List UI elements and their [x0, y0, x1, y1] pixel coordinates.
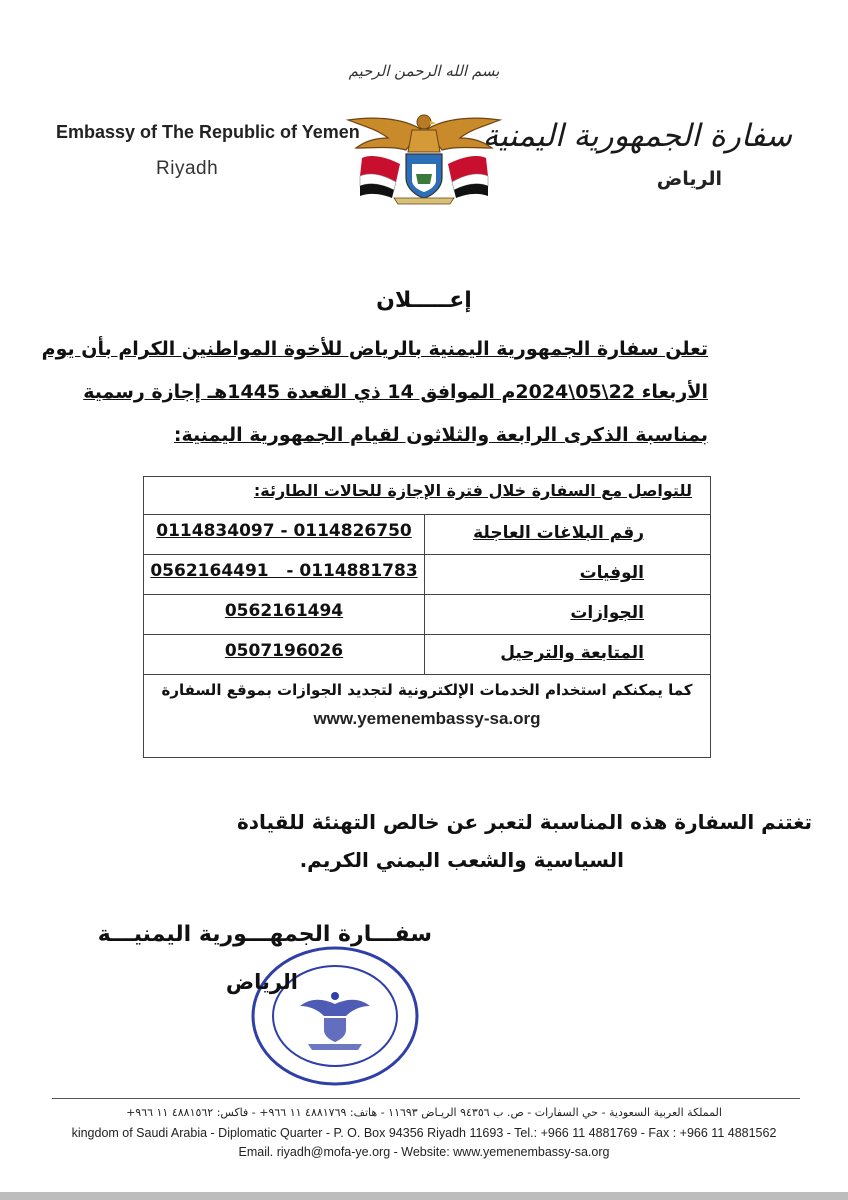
signature-embassy: سفـــارة الجمهـــورية اليمنيـــة: [97, 922, 432, 947]
city-name-ar: الرياض: [656, 168, 722, 190]
basmala: بسم الله الرحمن الرحيم: [348, 62, 500, 80]
services-note: كما يمكنكم استخدام الخدمات الإلكترونية لتجديد الجوازات بموقع السفارة: [161, 681, 693, 699]
signature-city: الرياض: [225, 970, 298, 994]
scan-edge: [0, 1192, 848, 1200]
embassy-name-en: Embassy of The Republic of Yemen: [56, 122, 360, 142]
table-heading: للتواصل مع السفارة خلال فترة الإجازة للحالات الطارئة:: [144, 477, 710, 515]
footer-divider: [52, 1098, 800, 1099]
table-row: [144, 635, 710, 675]
row-phone[interactable]: 0562164491 - 0114881783: [150, 561, 418, 581]
yemen-eagle-emblem-icon: [344, 108, 504, 206]
row-phone[interactable]: 0507196026: [224, 641, 344, 661]
footer-address-en: kingdom of Saudi Arabia - Diplomatic Quarter - P. O. Box 94356 Riyadh 11693 - Tel.: +966 11 4881769 - Fax : +966 11 4881562: [71, 1126, 777, 1140]
footer-contact[interactable]: Email. riyadh@mofa-ye.org - Website: www.yemenembassy-sa.org: [238, 1145, 610, 1159]
row-label: المتابعة والترحيل: [424, 635, 710, 674]
row-label: الوفيات: [424, 555, 710, 594]
footer-address-ar: المملكة العربية السعودية - حي السفارات - ص. ب ٩٤٣٥٦ الريـاض ١١٦٩٣ - هاتف: ٤٨٨١٧٦٩ ١١ ٩٦٦+ - فاكس: ٤٨٨١٥٦٢ ١١ ٩٦٦+: [126, 1106, 722, 1119]
announcement-title: إعـــــلان: [376, 288, 472, 313]
table-row: [144, 595, 710, 635]
embassy-stamp-icon: [248, 944, 422, 1088]
emergency-contacts-table: [143, 476, 711, 758]
city-name-en: Riyadh: [156, 158, 219, 179]
embassy-name-ar: سفارة الجمهورية اليمنية: [482, 118, 792, 154]
row-label: رقم البلاغات العاجلة: [424, 515, 710, 554]
row-label: الجوازات: [424, 595, 710, 634]
row-phone[interactable]: 0562161494: [224, 601, 344, 621]
announcement-line-3: بمناسبة الذكرى الرابعة والثلاثون لقيام الجمهورية اليمنية:: [173, 424, 708, 446]
announcement-line-2: الأربعاء 22\05\2024م الموافق 14 ذي القعدة 1445هـ إجازة رسمية: [83, 381, 708, 403]
closing-line-2: السياسية والشعب اليمني الكريم.: [299, 848, 624, 872]
table-row: [144, 515, 710, 555]
row-phone[interactable]: 0114834097 - 0114826750: [156, 521, 412, 541]
announcement-line-1: تعلن سفارة الجمهورية اليمنية بالرياض للأخوة المواطنين الكرام بأن يوم: [41, 338, 708, 360]
website-link[interactable]: www.yemenembassy-sa.org: [313, 709, 541, 728]
table-row: [144, 555, 710, 595]
closing-line-1: تغتنم السفارة هذه المناسبة لتعبر عن خالص التهنئة للقيادة: [236, 810, 812, 834]
